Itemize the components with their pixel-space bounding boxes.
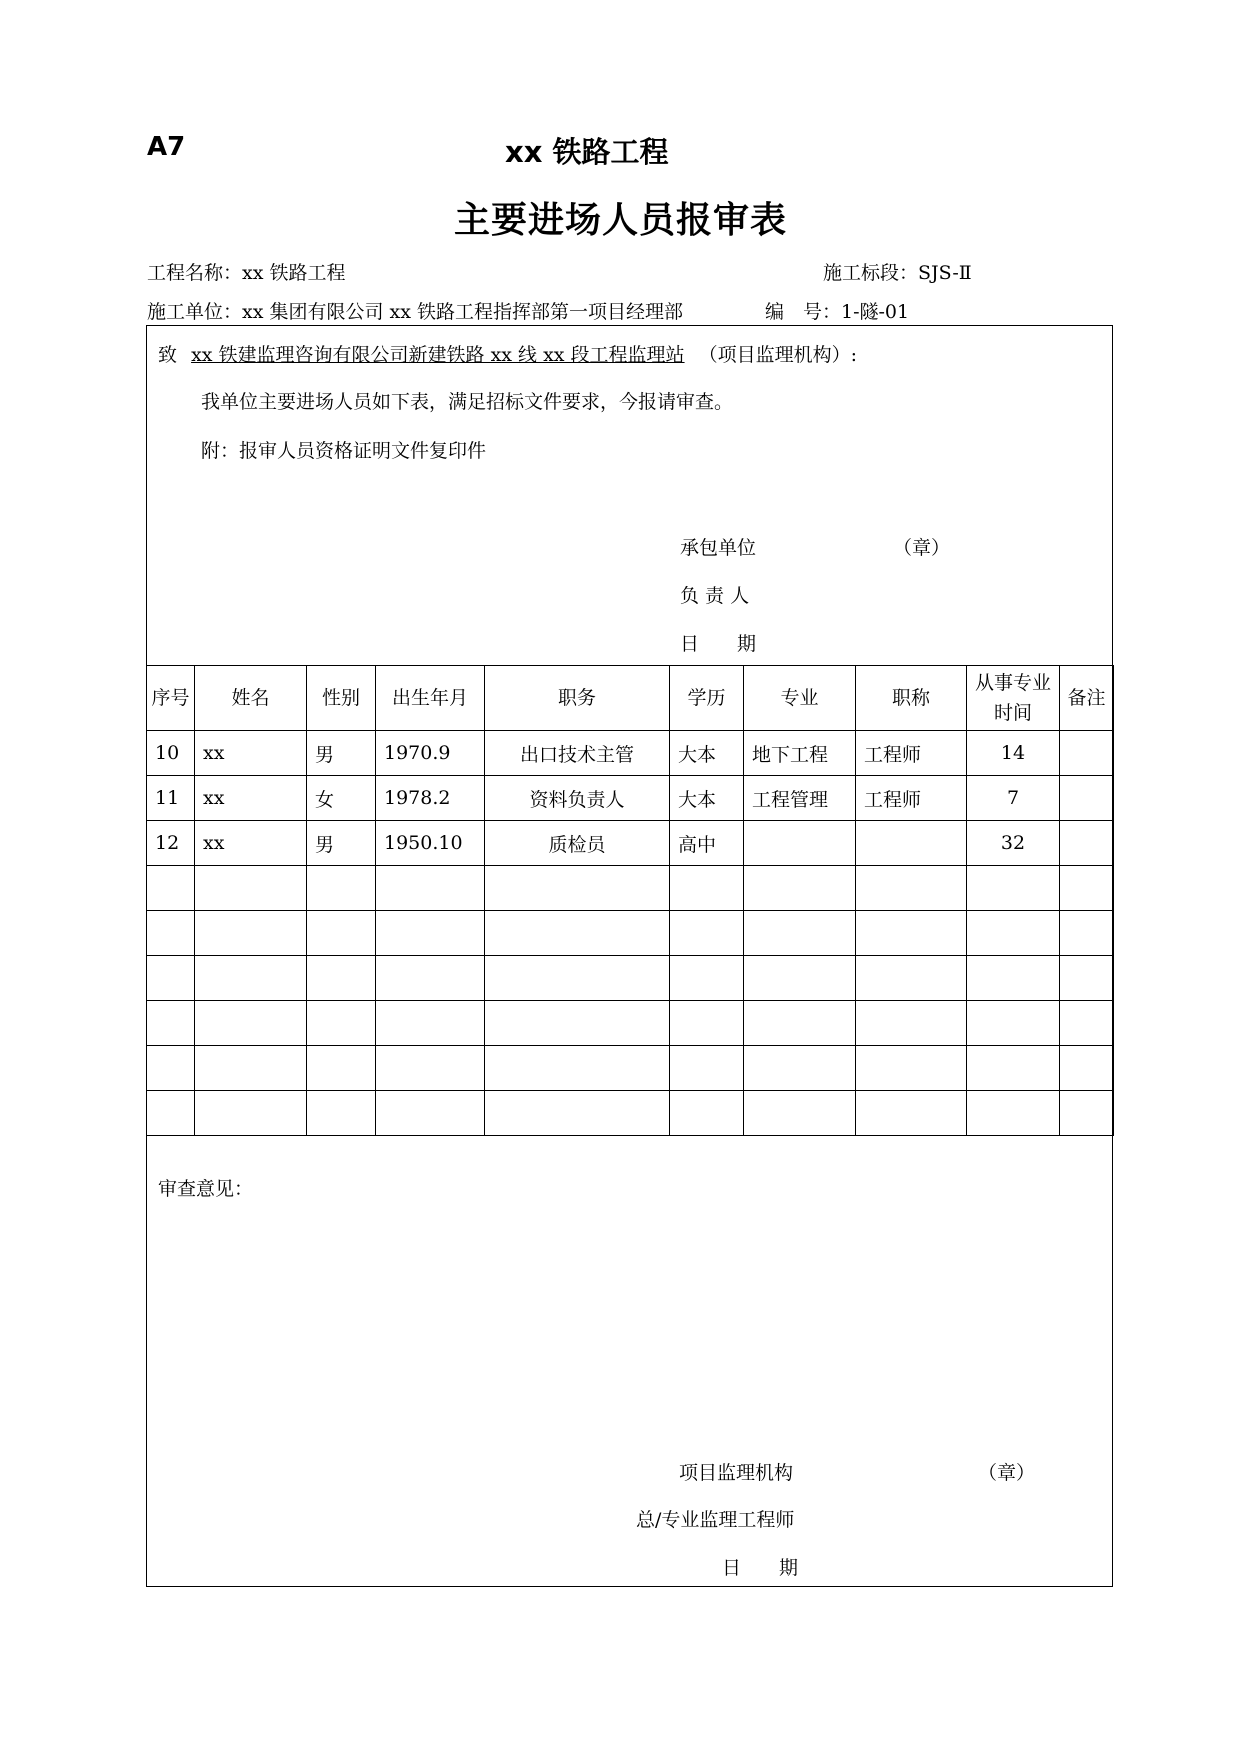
attachment-note: 附：报审人员资格证明文件复印件 [201,440,487,462]
table-row [147,821,1114,866]
cell-name: xx [195,821,307,866]
to-suffix: （项目监理机构）: [698,344,858,366]
contractor-date-label: 日 期 [680,633,757,655]
cell-remarks [1060,731,1114,776]
cell-major: 工程管理 [744,776,856,821]
col-header-years: 从事专业时间 [967,666,1060,731]
cell-remarks [1060,821,1114,866]
addressee-line [158,340,857,367]
personnel-table [146,665,1114,1136]
table-row [147,1091,1114,1136]
contractor-sign-label: 承包单位 [680,537,757,559]
table-row [147,911,1114,956]
cell-birth: 1970.9 [376,731,485,776]
supervision-seal: （章） [978,1462,1036,1484]
cell-education: 高中 [670,821,744,866]
to-prefix: 致 [158,344,178,366]
table-row [147,731,1114,776]
cell-seq: 10 [147,731,195,776]
responsible-person-label: 负 责 人 [680,585,750,607]
col-header-seq: 序号 [147,666,195,731]
cell-gender: 男 [307,821,376,866]
cell-position: 资料负责人 [485,776,670,821]
cell-name: xx [195,731,307,776]
cell-years: 14 [967,731,1060,776]
cell-birth: 1950.10 [376,821,485,866]
chief-engineer-label: 总/专业监理工程师 [636,1509,795,1531]
cell-major [744,821,856,866]
cell-position: 出口技术主管 [485,731,670,776]
cell-birth: 1978.2 [376,776,485,821]
cell-title: 工程师 [856,731,967,776]
table-row [147,866,1114,911]
table-header-row [147,666,1114,731]
cell-education: 大本 [670,731,744,776]
cell-seq: 11 [147,776,195,821]
col-header-gender: 性别 [307,666,376,731]
cell-gender: 女 [307,776,376,821]
supervision-org: xx 铁建监理咨询有限公司新建铁路 xx 线 xx 段工程监理站 [191,344,685,366]
form-code: A7 [147,132,186,162]
application-statement: 我单位主要进场人员如下表，满足招标文件要求，今报请审查。 [201,391,734,413]
col-header-title: 职称 [856,666,967,731]
cell-years: 7 [967,776,1060,821]
table-row [147,956,1114,1001]
table-row [147,776,1114,821]
form-title: 主要进场人员报审表 [453,200,787,241]
table-row [147,1046,1114,1091]
project-title: xx 铁路工程 [505,135,669,169]
review-date-label: 日 期 [722,1557,799,1579]
cell-title: 工程师 [856,776,967,821]
cell-title [856,821,967,866]
table-row [147,1001,1114,1046]
cell-gender: 男 [307,731,376,776]
cell-education: 大本 [670,776,744,821]
col-header-remarks: 备注 [1060,666,1114,731]
cell-years: 32 [967,821,1060,866]
supervision-org-sign-label: 项目监理机构 [679,1462,794,1484]
cell-major: 地下工程 [744,731,856,776]
project-name: 工程名称：xx 铁路工程 [147,262,346,284]
document-number: 编 号：1-隧-01 [765,301,910,323]
contractor-seal: （章） [893,537,951,559]
col-header-major: 专业 [744,666,856,731]
review-opinion-label: 审查意见： [158,1178,254,1200]
construction-section: 施工标段：SJS-Ⅱ [823,262,972,284]
cell-remarks [1060,776,1114,821]
contractor-unit: 施工单位：xx 集团有限公司 xx 铁路工程指挥部第一项目经理部 [147,301,683,323]
cell-position: 质检员 [485,821,670,866]
cell-name: xx [195,776,307,821]
cell-seq: 12 [147,821,195,866]
col-header-name: 姓名 [195,666,307,731]
col-header-position: 职务 [485,666,670,731]
col-header-education: 学历 [670,666,744,731]
col-header-birth: 出生年月 [376,666,485,731]
